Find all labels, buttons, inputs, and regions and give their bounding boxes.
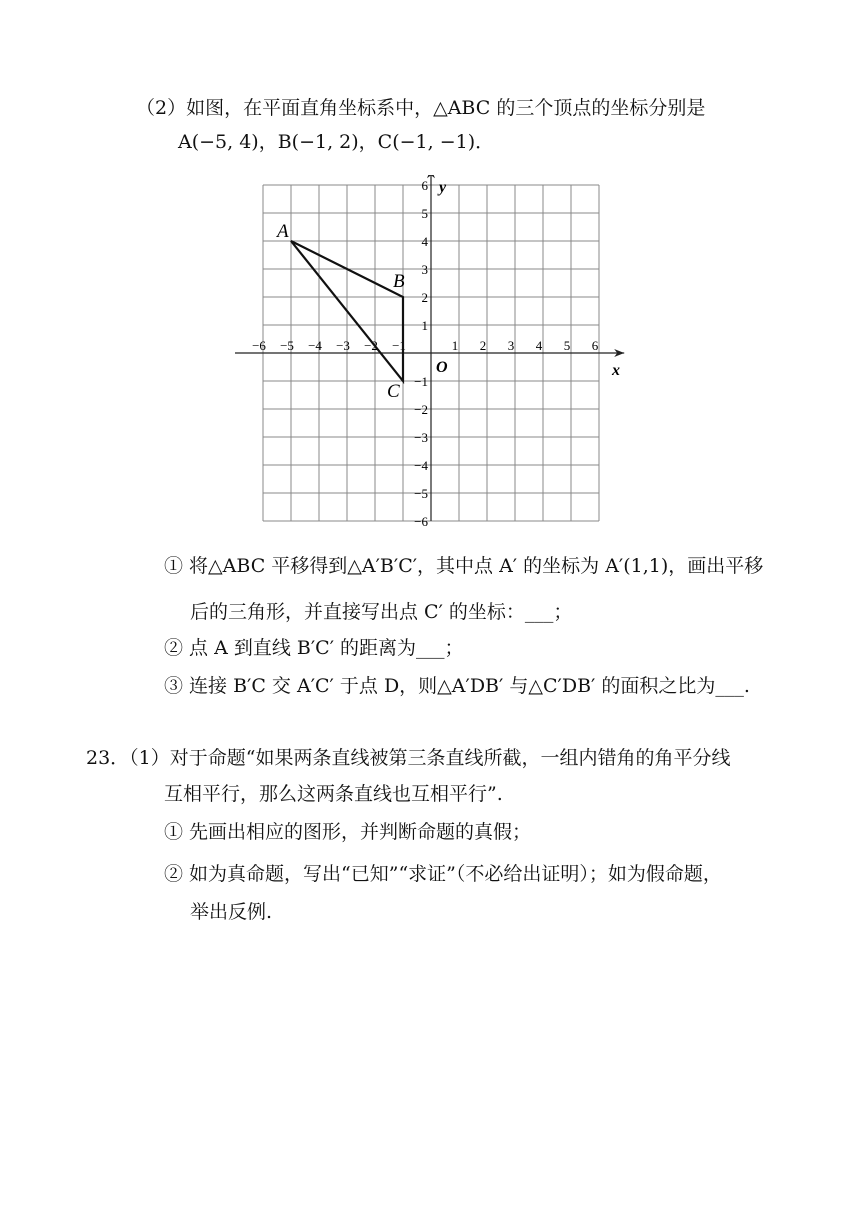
- y-tick-label: 5: [421, 206, 428, 221]
- x-tick-label: −1: [392, 338, 406, 353]
- x-tick-label: 1: [451, 338, 459, 353]
- x-axis-label: x: [612, 362, 620, 379]
- triangle-abc: [275, 221, 405, 402]
- y-axis-label: y: [439, 179, 447, 196]
- q22-part2-intro-line2: A(−5, 4)，B(−1, 2)，C(−1, −1)．: [178, 131, 495, 153]
- y-tick-label: 3: [421, 262, 428, 277]
- coordinate-figure: [230, 175, 630, 535]
- y-tick-label: 4: [421, 234, 428, 249]
- q23-item1: ① 先画出相应的图形，并判断命题的真假；: [164, 821, 532, 843]
- x-tick-label: −2: [364, 338, 378, 353]
- q23-line1: 23．（1）对于命题“如果两条直线被第三条直线所截，一组内错角的角平分线: [86, 747, 731, 769]
- vertex-label-c: C: [387, 381, 400, 402]
- x-tick-label: 2: [479, 338, 487, 353]
- y-tick-label: 6: [421, 178, 428, 193]
- sub1-line1: ① 将△ABC 平移得到△A′B′C′，其中点 A′ 的坐标为 A′(1,1)，画出平移: [164, 555, 764, 577]
- q23-item2-line1: ② 如为真命题，写出“已知”“求证”（不必给出证明）；如为假命题，: [164, 863, 722, 885]
- x-tick-label: −5: [280, 338, 294, 353]
- y-tick-label: −6: [414, 514, 428, 529]
- y-tick-label: 1: [421, 318, 428, 333]
- vertex-label-b: B: [393, 271, 405, 292]
- q23-line2: 互相平行，那么这两条直线也互相平行”.: [164, 783, 503, 805]
- q23-item2-line2: 举出反例.: [190, 901, 273, 923]
- y-tick-label: −2: [414, 402, 428, 417]
- sub3-text: ③ 连接 B′C 交 A′C′ 于点 D，则△A′DB′ 与△C′DB′ 的面积之比为___.: [164, 675, 750, 697]
- y-tick-label: 2: [421, 290, 428, 305]
- vertex-label-a: A: [277, 221, 289, 242]
- y-tick-label: −1: [414, 374, 428, 389]
- x-tick-label: 3: [507, 338, 515, 353]
- x-tick-label: 5: [563, 338, 571, 353]
- sub1-line2: 后的三角形，并直接写出点 C′ 的坐标：___；: [190, 601, 573, 623]
- origin-label: O: [436, 359, 448, 376]
- x-tick-label: 6: [591, 338, 599, 353]
- y-tick-label: −4: [414, 458, 428, 473]
- y-tick-label: −5: [414, 486, 428, 501]
- x-tick-label: −6: [252, 338, 266, 353]
- x-tick-label: −4: [308, 338, 322, 353]
- x-tick-label: −3: [336, 338, 350, 353]
- sub2-text: ② 点 A 到直线 B′C′ 的距离为___；: [164, 637, 464, 659]
- x-tick-label: 4: [535, 338, 543, 353]
- q22-part2-intro-line1: （2）如图，在平面直角坐标系中，△ABC 的三个顶点的坐标分别是: [136, 97, 706, 119]
- y-tick-label: −3: [414, 430, 428, 445]
